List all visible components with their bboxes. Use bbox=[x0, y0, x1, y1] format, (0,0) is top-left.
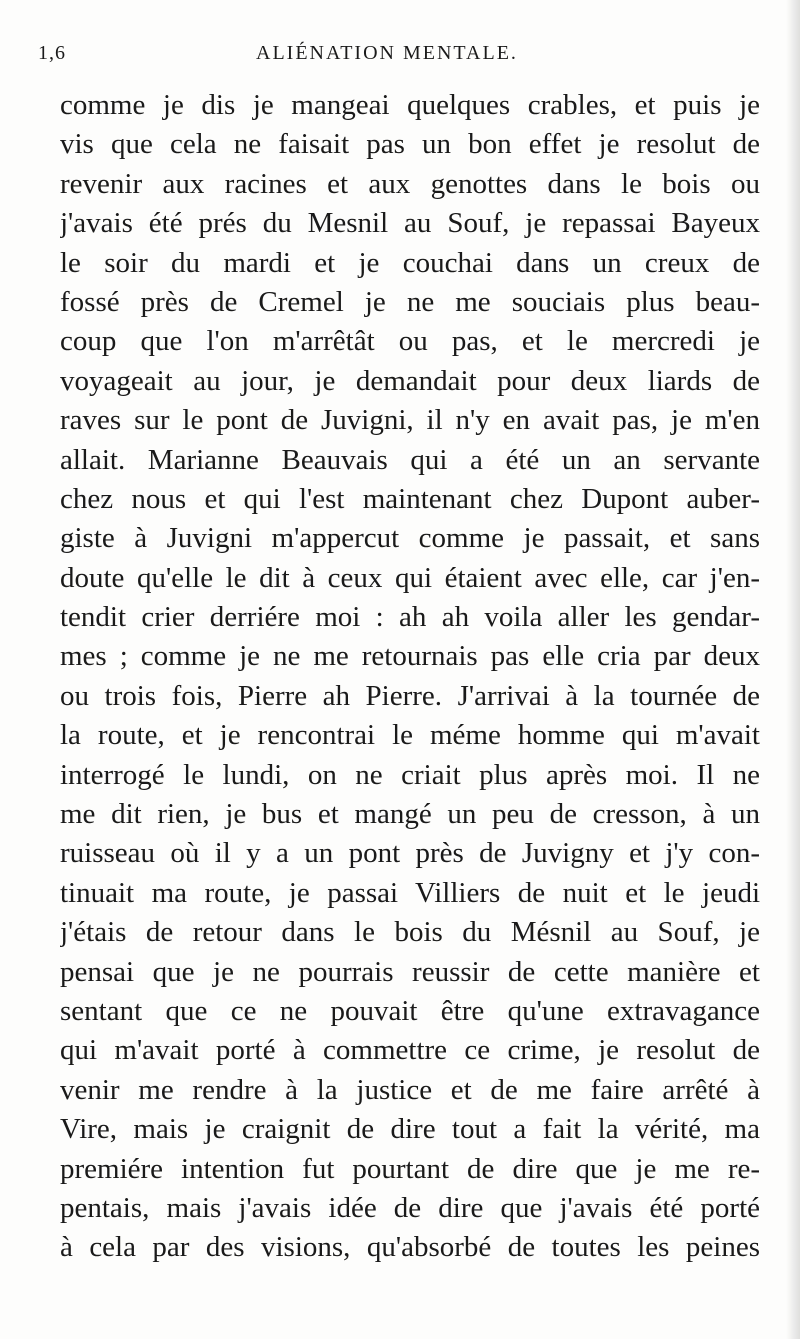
text-line: tendit crier derriére moi : ah ah voila aller les gendar- bbox=[60, 601, 760, 634]
text-line: pentais, mais j'avais idée de dire que j'avais été porté bbox=[60, 1191, 760, 1224]
text-line: revenir aux racines et aux genottes dans le bois ou bbox=[60, 167, 760, 200]
page-header bbox=[38, 42, 758, 72]
text-line: voyageait au jour, je demandait pour deux liards de bbox=[60, 364, 760, 397]
text-line: me dit rien, je bus et mangé un peu de cresson, à un bbox=[60, 798, 760, 831]
text-line: ou trois fois, Pierre ah Pierre. J'arrivai à la tournée de bbox=[60, 679, 760, 712]
running-head: ALIÉNATION MENTALE. bbox=[256, 42, 518, 64]
text-line: pensai que je ne pourrais reussir de cette manière et bbox=[60, 955, 760, 988]
body-text bbox=[60, 86, 760, 1268]
text-line: allait. Marianne Beauvais qui a été un an servante bbox=[60, 443, 760, 476]
text-line: interrogé le lundi, on ne criait plus après moi. Il ne bbox=[60, 758, 760, 791]
text-line: ruisseau où il y a un pont près de Juvigny et j'y con- bbox=[60, 837, 760, 870]
text-line: la route, et je rencontrai le méme homme qui m'avait bbox=[60, 719, 760, 752]
text-line: doute qu'elle le dit à ceux qui étaient avec elle, car j'en- bbox=[60, 561, 760, 594]
text-line: coup que l'on m'arrêtât ou pas, et le mercredi je bbox=[60, 325, 760, 358]
text-line: le soir du mardi et je couchai dans un creux de bbox=[60, 246, 760, 279]
text-line: fossé près de Cremel je ne me souciais plus beau- bbox=[60, 285, 760, 318]
page-number: 1,6 bbox=[38, 42, 66, 64]
text-line: Vire, mais je craignit de dire tout a fait la vérité, ma bbox=[60, 1113, 760, 1146]
text-line: j'étais de retour dans le bois du Mésnil au Souf, je bbox=[60, 916, 760, 949]
text-line: tinuait ma route, je passai Villiers de nuit et le jeudi bbox=[60, 876, 760, 909]
text-line: raves sur le pont de Juvigni, il n'y en avait pas, je m'en bbox=[60, 404, 760, 437]
text-line: giste à Juvigni m'appercut comme je passait, et sans bbox=[60, 522, 760, 555]
text-line: vis que cela ne faisait pas un bon effet je resolut de bbox=[60, 128, 760, 161]
text-line: à cela par des visions, qu'absorbé de toutes les peines bbox=[60, 1231, 760, 1264]
text-line: sentant que ce ne pouvait être qu'une extravagance bbox=[60, 994, 760, 1027]
text-line: mes ; comme je ne me retournais pas elle cria par deux bbox=[60, 640, 760, 673]
text-line: comme je dis je mangeai quelques crables, et puis je bbox=[60, 89, 760, 121]
text-line: venir me rendre à la justice et de me faire arrêté à bbox=[60, 1073, 760, 1106]
text-line: premiére intention fut pourtant de dire que je me re- bbox=[60, 1152, 760, 1185]
text-line: qui m'avait porté à commettre ce crime, je resolut de bbox=[60, 1034, 760, 1067]
text-line: j'avais été prés du Mesnil au Souf, je repassai Bayeux bbox=[60, 207, 760, 240]
text-line: chez nous et qui l'est maintenant chez Dupont auber- bbox=[60, 482, 760, 515]
page-edge-shadow bbox=[786, 0, 800, 1339]
